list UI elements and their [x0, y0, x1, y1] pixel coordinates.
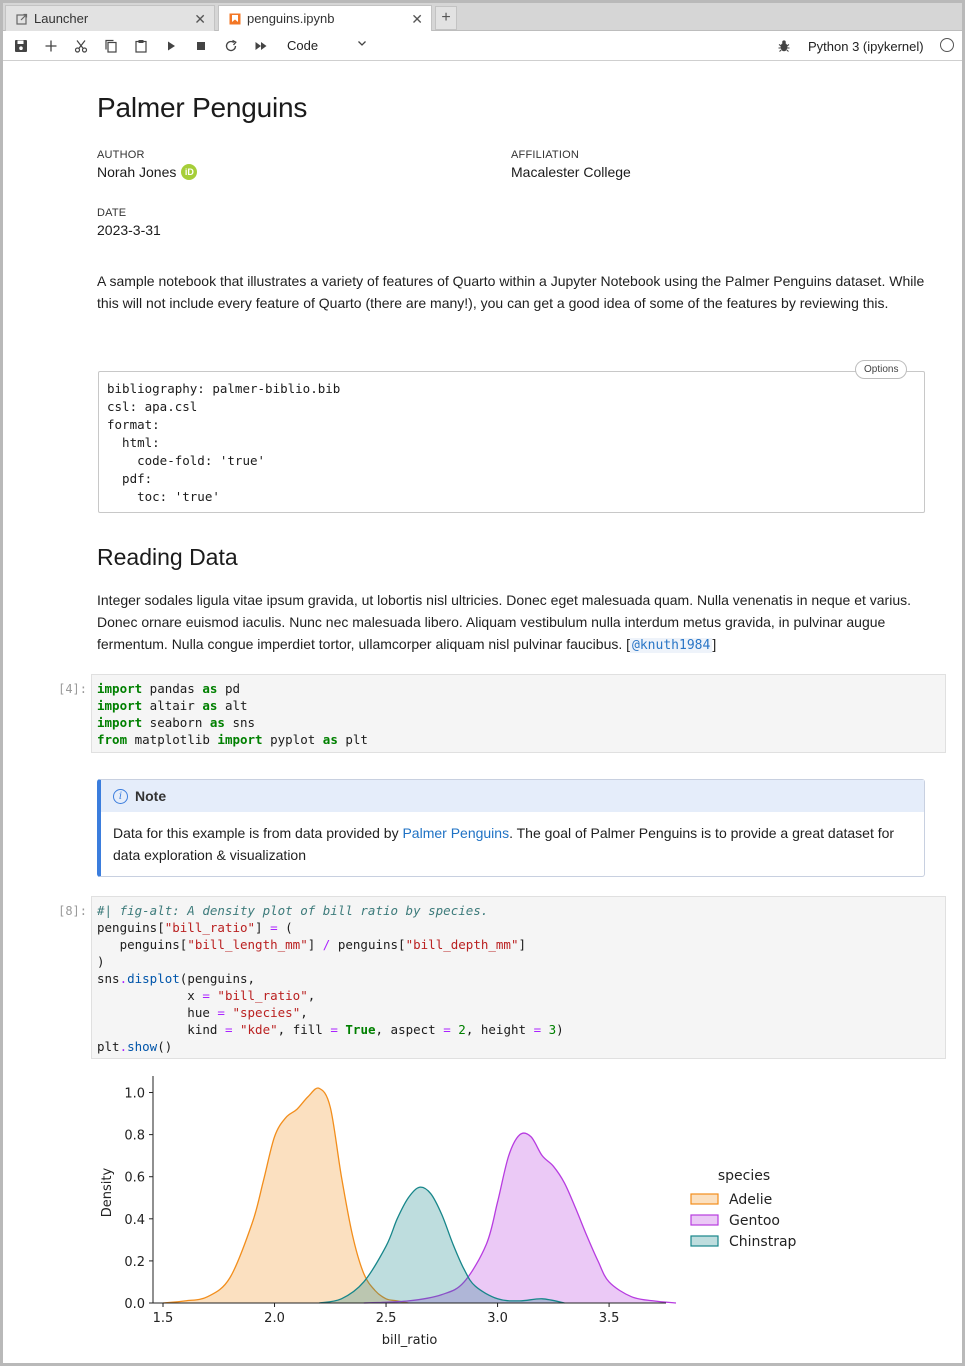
kernel-status-icon — [940, 38, 954, 52]
orcid-icon[interactable]: iD — [181, 164, 197, 180]
x-tick-label: 2.0 — [264, 1311, 285, 1326]
page-title: Palmer Penguins — [97, 92, 308, 123]
intro-paragraph — [97, 270, 927, 314]
date-label: DATE — [97, 207, 127, 219]
yaml-code — [99, 372, 924, 506]
code-cell-displot[interactable]: #| fig-alt: A density plot of bill ratio by species. penguins["bill_ratio"] = ( penguins["bill_length_mm"] / penguins["bill_depth_mm"] ) sns.displot(penguins, x = "bill_ratio", hue = "species", kind = "kde", fill = True, aspect = 2, height = 3) plt.show() — [91, 896, 946, 1059]
palmer-penguins-link[interactable]: Palmer Penguins — [402, 825, 510, 841]
y-tick-label: 0.2 — [124, 1254, 145, 1270]
author-label: AUTHOR — [97, 149, 145, 161]
author-block — [97, 149, 477, 180]
legend-swatch-chinstrap — [691, 1236, 718, 1246]
yaml-line: pdf: — [122, 471, 153, 486]
section-paragraph — [97, 589, 927, 657]
callout-title: Note — [135, 788, 167, 804]
info-icon: i — [113, 789, 128, 804]
close-icon[interactable]: ✕ — [411, 11, 423, 27]
date-value: 2023-3-31 — [97, 222, 161, 238]
date-block — [97, 207, 477, 238]
copy-icon[interactable] — [103, 38, 119, 54]
save-icon[interactable] — [13, 38, 29, 54]
close-icon[interactable]: ✕ — [194, 11, 206, 27]
debugger-bug-icon[interactable] — [777, 39, 791, 58]
x-tick-label: 3.5 — [598, 1311, 620, 1326]
affiliation-name: Macalester College — [511, 164, 631, 180]
legend-label-chinstrap: Chinstrap — [729, 1234, 797, 1250]
yaml-line: code-fold: 'true' — [137, 453, 266, 468]
run-icon[interactable] — [163, 38, 179, 54]
cell-type-value: Code — [287, 38, 319, 53]
x-tick-label: 1.5 — [152, 1311, 174, 1326]
cell-type-select[interactable] — [287, 38, 367, 53]
stop-icon[interactable] — [193, 38, 209, 54]
options-button[interactable]: Options — [855, 360, 907, 379]
affiliation-label: AFFILIATION — [511, 149, 580, 161]
intro-text: A sample notebook that illustrates a variety of features of Quarto within a Jupyter Notebook using the Palmer Penguins dataset. While this will not include every feature of Quarto (there are many!), you can get a good idea of some of the features by reviewing this. — [97, 273, 925, 311]
tab-launcher[interactable] — [5, 5, 215, 31]
y-tick-label: 0.0 — [124, 1297, 145, 1312]
yaml-line: html: — [122, 435, 160, 450]
legend-label-gentoo: Gentoo — [729, 1213, 780, 1229]
notebook-content — [3, 62, 962, 1363]
chevron-down-icon — [357, 38, 367, 51]
cut-icon[interactable] — [73, 38, 89, 54]
notebook-icon — [229, 13, 241, 25]
density-plot-output — [91, 1070, 811, 1360]
author-name: Norah Jones — [97, 164, 177, 180]
y-tick-label: 0.8 — [124, 1128, 145, 1144]
y-tick-label: 0.6 — [124, 1170, 145, 1186]
new-tab-button[interactable]: + — [435, 6, 457, 30]
x-axis-label: bill_ratio — [381, 1333, 438, 1348]
y-tick-label: 1.0 — [124, 1086, 145, 1102]
add-cell-icon[interactable] — [43, 38, 59, 54]
density-plot — [91, 1070, 811, 1360]
section-body: Integer sodales ligula vitae ipsum gravida, ut lobortis nisl ultricies. Donec eget malesuada quam. Nulla venenatis in neque et varius. Donec ornare euismod iaculis. Nunc nec malesuada libero. Aliquam vestibulum nulla interdum metus gravida, in pulvinar augue fermentum. Nulla congue imperdiet tortor, ullamcorper aliquam nisl pulvinar faucibus. — [97, 592, 912, 652]
yaml-line: bibliography: palmer-biblio.bib — [107, 381, 341, 396]
note-callout — [97, 779, 925, 877]
cell-prompt: [4]: — [58, 682, 87, 696]
y-axis-label: Density — [100, 1167, 115, 1218]
tab-label: penguins.ipynb — [247, 11, 335, 26]
citation-link[interactable]: @knuth1984 — [632, 638, 711, 653]
y-tick-label: 0.4 — [124, 1212, 145, 1228]
tab-penguins-notebook[interactable] — [218, 5, 432, 32]
x-tick-label: 3.0 — [487, 1311, 508, 1326]
tab-label: Launcher — [34, 11, 89, 26]
kernel-name[interactable]: Python 3 (ipykernel) — [808, 39, 924, 54]
legend-swatch-adelie — [691, 1194, 718, 1204]
legend-swatch-gentoo — [691, 1215, 718, 1225]
callout-header — [101, 780, 924, 812]
paste-icon[interactable] — [133, 38, 149, 54]
notebook-toolbar — [3, 31, 962, 61]
yaml-line: csl: apa.csl — [107, 399, 198, 414]
fast-forward-icon[interactable] — [253, 38, 269, 54]
section-heading: Reading Data — [97, 544, 238, 570]
yaml-front-matter — [98, 371, 925, 513]
yaml-line: toc: 'true' — [107, 489, 220, 504]
cell-prompt: [8]: — [58, 904, 87, 918]
launcher-icon — [16, 13, 28, 25]
yaml-line: format: — [107, 417, 160, 432]
restart-icon[interactable] — [223, 38, 239, 54]
callout-text: Data for this example is from data provided by — [113, 825, 403, 841]
callout-text: . The goal of Palmer Penguins is to provide a great dataset for data exploration & visualization — [113, 825, 895, 863]
section-text: Integer sodales ligula vitae ipsum gravida, ut lobortis nisl ultricies. Donec eget malesuada quam. Nulla venenatis in neque et varius. Donec ornare euismod iaculis. Nunc nec malesuada libero. Aliquam vestibulum nulla interdum metus gravida, in pulvinar augue fermentum. Nulla congue imperdiet tortor, ullamcorper aliquam nisl pulvinar faucibus. [ @knuth1984 ] — [97, 592, 912, 653]
tab-bar — [3, 3, 962, 31]
callout-body — [101, 812, 924, 866]
jupyterlab-window — [3, 3, 962, 1363]
affiliation-block — [511, 149, 891, 180]
legend-title: species — [717, 1168, 771, 1184]
legend-label-adelie: Adelie — [729, 1192, 773, 1208]
code-cell-imports[interactable]: import pandas as pd import altair as alt import seaborn as sns from matplotlib import pyplot as plt — [91, 674, 946, 753]
x-tick-label: 2.5 — [375, 1311, 397, 1326]
